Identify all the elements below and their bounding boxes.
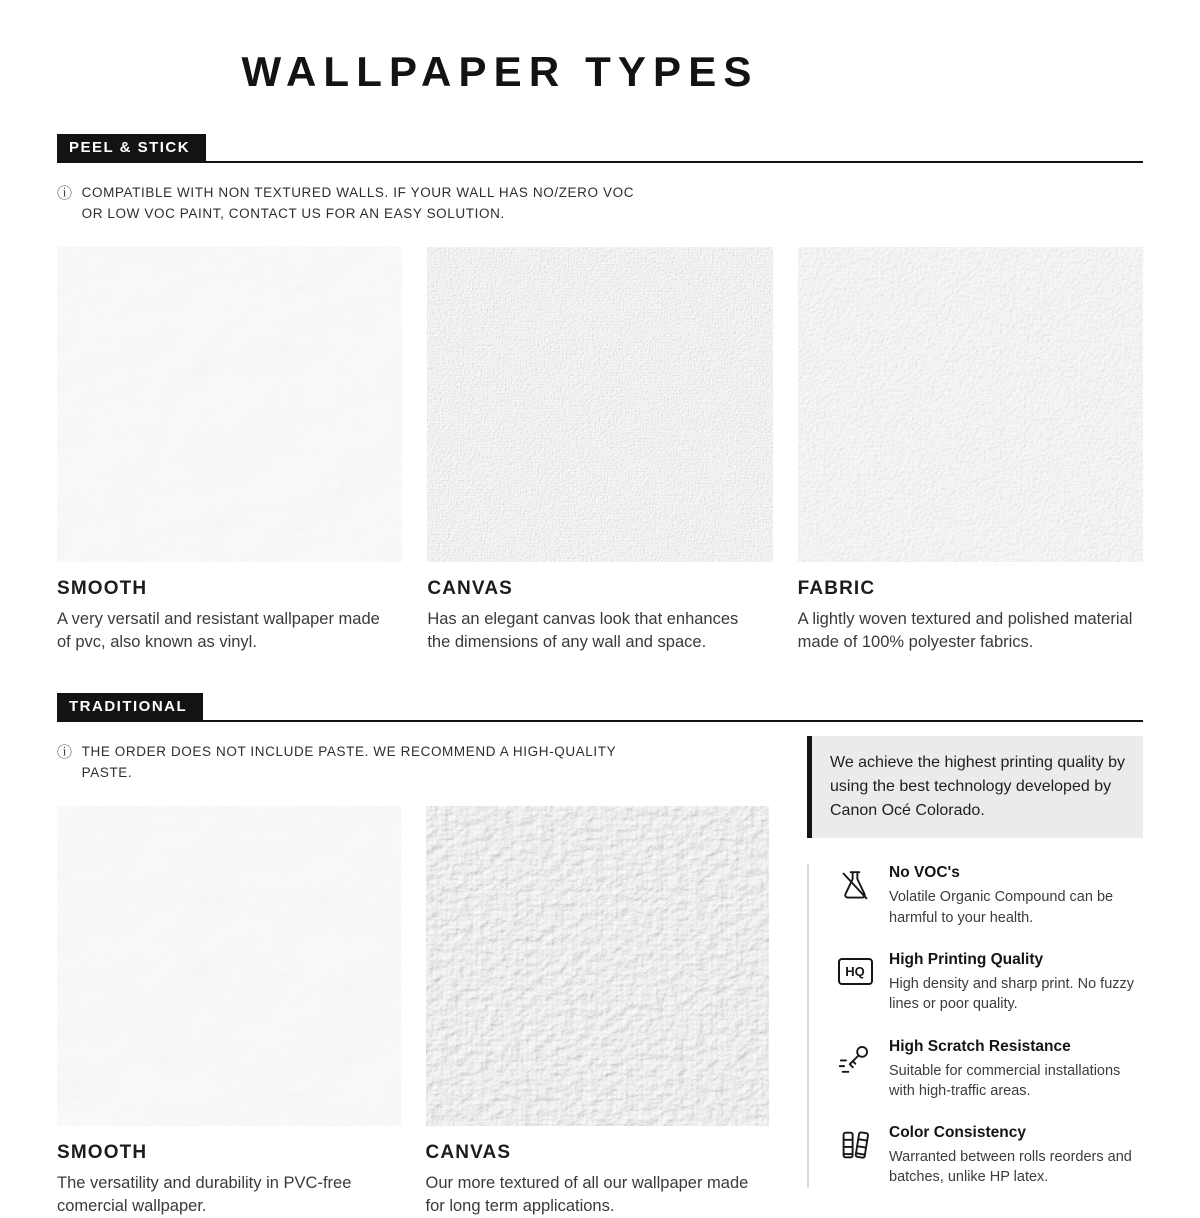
printing-quality-quote: We achieve the highest printing quality by using the best technology developed by Canon Océ Colorado. (807, 736, 1143, 838)
texture-image-smooth-ps (57, 247, 402, 562)
note-text: COMPATIBLE WITH NON TEXTURED WALLS. IF YOUR WALL HAS NO/ZERO VOC OR LOW VOC PAINT, CONTACT US FOR AN EASY SOLUTION. (81, 185, 635, 221)
feature-description: Warranted between rolls reorders and batches, unlike HP latex. (889, 1149, 1132, 1186)
section-header-traditional (57, 693, 1143, 722)
canvas-texture-noise (427, 247, 772, 562)
scratch-resistance-icon (834, 1038, 876, 1102)
info-icon: ⓘ (57, 185, 73, 202)
texture-image-smooth-trad (57, 806, 401, 1126)
feature-no-voc (834, 864, 1143, 928)
feature-description: High density and sharp print. No fuzzy lines or poor quality. (889, 975, 1135, 1013)
swatch-description: A lightly woven textured and polished material made of 100% polyester fabrics. (797, 609, 1133, 651)
swatch-caption (57, 1142, 401, 1218)
feature-scratch-resistance (834, 1038, 1143, 1102)
traditional-note (57, 742, 769, 784)
swatch-name: SMOOTH (57, 1142, 148, 1164)
traditional-swatch-grid (57, 806, 769, 1218)
texture-image-fabric-ps (798, 247, 1143, 562)
swatch-caption (426, 1142, 770, 1218)
traditional-and-aside-row (57, 722, 1143, 1217)
color-consistency-icon (834, 1124, 876, 1188)
feature-high-printing-quality (834, 951, 1143, 1015)
feature-text (889, 951, 1143, 1015)
texture-image-canvas-trad (426, 806, 770, 1126)
feature-description: Suitable for commercial installations with high-traffic areas. (889, 1062, 1121, 1099)
feature-description: Volatile Organic Compound can be harmful to your health. (889, 889, 1114, 926)
swatch-name: SMOOTH (57, 577, 148, 599)
swatch-caption (798, 578, 1143, 654)
feature-color-consistency (834, 1124, 1143, 1188)
page-title: WALLPAPER TYPES (241, 48, 759, 95)
hq-icon (834, 951, 876, 1015)
swatch-caption (57, 578, 402, 654)
feature-title: High Scratch Resistance (889, 1037, 1071, 1055)
feature-list (807, 864, 1143, 1187)
section-label-traditional: TRADITIONAL (57, 693, 203, 720)
swatch-name: CANVAS (425, 1142, 512, 1164)
swatch-card-fabric-ps (798, 247, 1143, 654)
info-icon: ⓘ (57, 744, 73, 762)
peel-and-stick-note (57, 183, 1143, 225)
swatch-card-canvas-trad (426, 806, 770, 1218)
feature-title: High Printing Quality (889, 950, 1044, 968)
peel-and-stick-swatch-grid (57, 247, 1143, 654)
coarse-canvas-texture-noise (426, 806, 770, 1126)
swatch-description: Our more textured of all our wallpaper made for long term applications. (425, 1174, 749, 1215)
smooth-texture-noise (57, 247, 402, 562)
swatch-description: The versatility and durability in PVC-free comercial wallpaper. (57, 1174, 352, 1215)
feature-title: Color Consistency (889, 1124, 1026, 1142)
texture-image-canvas-ps (427, 247, 772, 562)
swatch-description: Has an elegant canvas look that enhances the dimensions of any wall and space. (427, 609, 739, 651)
feature-text (889, 1124, 1143, 1188)
quality-aside (807, 722, 1143, 1217)
swatch-card-canvas-ps (427, 247, 772, 654)
traditional-column (57, 722, 769, 1217)
swatch-name: FABRIC (797, 577, 876, 599)
no-voc-icon (834, 864, 876, 928)
fabric-texture-noise (798, 247, 1143, 562)
feature-title: No VOC's (889, 864, 960, 882)
swatch-card-smooth-trad (57, 806, 401, 1218)
section-label-peel-and-stick: PEEL & STICK (57, 134, 206, 161)
swatch-description: A very versatil and resistant wallpaper made of pvc, also known as vinyl. (57, 609, 380, 651)
section-header-peel-and-stick (57, 134, 1143, 163)
swatch-name: CANVAS (427, 577, 513, 599)
swatch-caption (427, 578, 772, 654)
hq-icon-text: HQ (845, 963, 865, 979)
feature-text (889, 1038, 1143, 1102)
smooth-texture-noise (57, 806, 401, 1126)
swatch-card-smooth-ps (57, 247, 402, 654)
note-text: THE ORDER DOES NOT INCLUDE PASTE. WE RECOMMEND A HIGH-QUALITY PASTE. (81, 744, 616, 781)
feature-text (889, 864, 1143, 928)
